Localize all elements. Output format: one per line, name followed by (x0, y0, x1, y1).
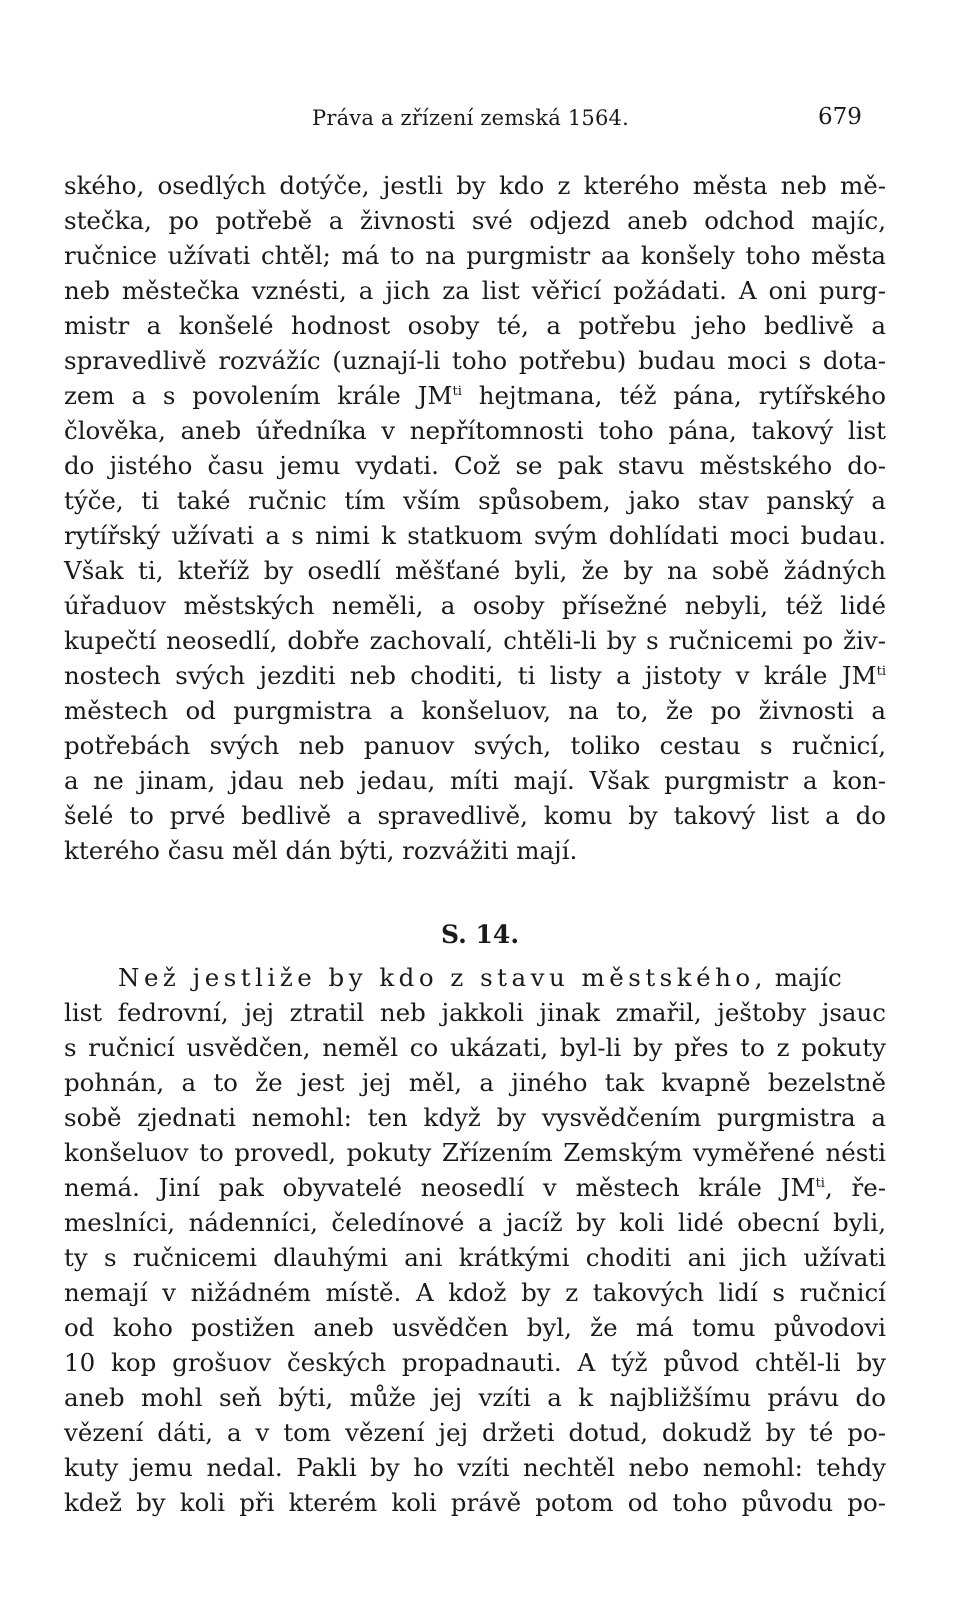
text-line: týče, ti také ručnic tím vším spůsobem, jako stav panský a (64, 486, 886, 515)
text-line: aneb mohl seň býti, může jej vzíti a k najbližšímu právu do (64, 1383, 886, 1412)
text-line: vězení dáti, a v tom vězení jej držeti dotud, dokudž by té po- (64, 1418, 886, 1447)
text-line: městech od purgmistra a konšeluov, na to, že po živnosti a (64, 696, 886, 725)
text-line: od koho postižen aneb usvědčen byl, že má tomu původovi (64, 1313, 886, 1342)
text-line: nemá. Jiní pak obyvatelé neosedlí v městech krále $JM^{ti}$, ře- (64, 1173, 886, 1202)
text-line: kdež by koli při kterém koli právě potom od toho původu po- (64, 1488, 886, 1517)
spaced-lead: Než jestliže by kdo z stavu městského, (118, 963, 767, 992)
text-line: Však ti, kteříž by osedlí měšťané byli, že by na sobě žádných (64, 556, 886, 585)
text-line: spravedlivě rozvážíc (uznají-li toho potřebu) budau moci s dota- (64, 346, 886, 375)
running-head (0, 100, 960, 140)
text-line: ského, osedlých dotýče, jestli by kdo z kterého města neb mě- (64, 171, 886, 200)
superscript: ti (452, 383, 462, 399)
text-line: stečka, po potřebě a živnosti své odjezd aneb odchod majíc, (64, 206, 886, 235)
lead-rest: majíc (766, 963, 842, 992)
paragraph-section-14 (64, 960, 886, 1520)
paragraph-continued (64, 168, 886, 868)
text-line: zem a s povolením krále $JM^{ti}$ hejtmana, též pána, rytířského (64, 381, 886, 410)
text-line: pohnán, a to že jest jej měl, a jiného tak kvapně bezelstně (64, 1068, 886, 1097)
text-line: s ručnicí usvědčen, neměl co ukázati, byl-li by přes to z pokuty (64, 1033, 886, 1062)
text-line: potřebách svých neb panuov svých, toliko cestau s ručnicí, (64, 731, 886, 760)
text-line: rytířský užívati a s nimi k statkuom svým dohlídati moci budau. (64, 521, 886, 550)
text-line: kupečtí neosedlí, dobře zachovalí, chtěli-li by s ručnicemi po živ- (64, 626, 886, 655)
text-line: nostech svých jezditi neb choditi, ti listy a jistoty v krále $JM^{ti}$ (64, 661, 886, 690)
running-title: Práva a zřízení zemská 1564. (312, 106, 629, 130)
superscript: ti (815, 1175, 825, 1191)
text-line: kuty jemu nedal. Pakli by ho vzíti nechtěl nebo nemohl: tehdy (64, 1453, 886, 1482)
text-line: do jistého času jemu vydati. Což se pak stavu městského do- (64, 451, 886, 480)
page-number: 679 (818, 104, 862, 130)
text-line: a ne jinam, jdau neb jedau, míti mají. Však purgmistr a kon- (64, 766, 886, 795)
section-heading: S. 14. (440, 920, 520, 949)
text-line: sobě zjednati nemohl: ten když by vysvědčením purgmistra a (64, 1103, 886, 1132)
text-line: mistr a konšelé hodnost osoby té, a potřebu jeho bedlivě a (64, 311, 886, 340)
superscript: ti (876, 663, 886, 679)
text-line: meslníci, nádenníci, čeledínové a jacíž by koli lidé obecní byli, (64, 1208, 886, 1237)
text-line: nemají v nižádném místě. A kdož by z takových lidí s ručnicí (64, 1278, 886, 1307)
text-line: člověka, aneb úředníka v nepřítomnosti toho pána, takový list (64, 416, 886, 445)
text-line: šelé to prvé bedlivě a spravedlivě, komu by takový list a do (64, 801, 886, 830)
text-line: 10 kop grošuov českých propadnauti. A týž původ chtěl-li by (64, 1348, 886, 1377)
text-line-first (64, 960, 886, 995)
text-line: ručnice užívati chtěl; má to na purgmistr aa konšely toho města (64, 241, 886, 270)
text-line: úřaduov městských neměli, a osoby přísežné nebyli, též lidé (64, 591, 886, 620)
text-line: ty s ručnicemi dlauhými ani krátkými choditi ani jich užívati (64, 1243, 886, 1272)
text-line: konšeluov to provedl, pokuty Zřízením Zemským vyměřené nésti (64, 1138, 886, 1167)
text-line: list fedrovní, jej ztratil neb jakkoli jinak zmařil, ještoby jsauc (64, 998, 886, 1027)
text-line: neb městečka vznésti, a jich za list věřicí požádati. A oni purg- (64, 276, 886, 305)
text-line: kterého času měl dán býti, rozvážiti mají. (64, 836, 578, 865)
